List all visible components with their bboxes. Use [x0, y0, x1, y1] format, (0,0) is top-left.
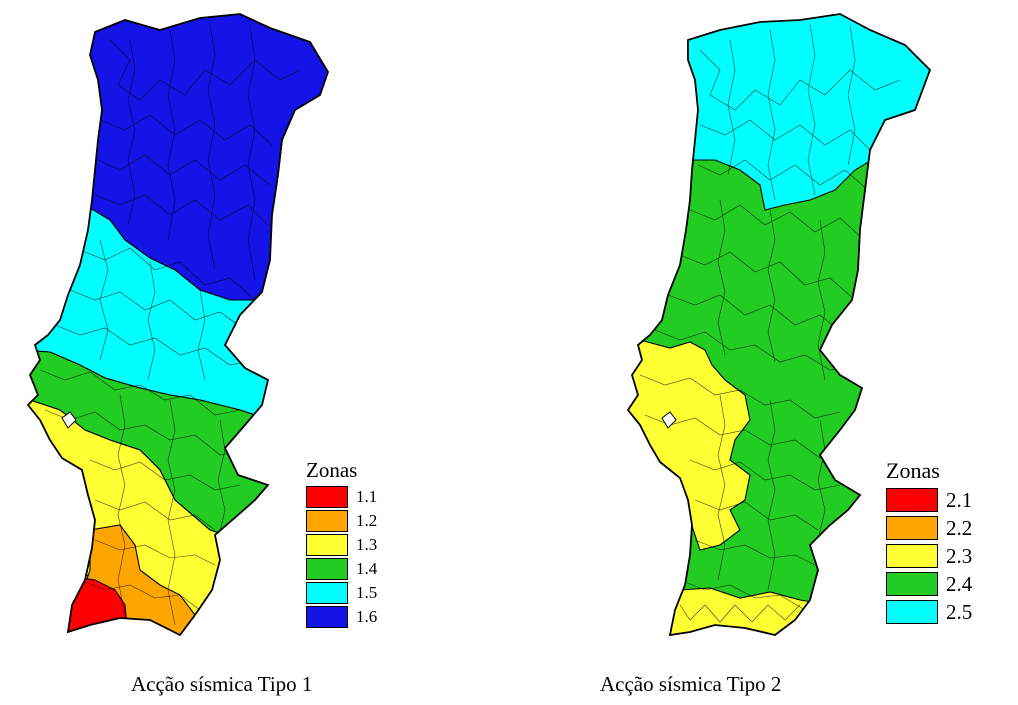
legend-label: 1.2 [356, 511, 378, 530]
legend-label: 1.6 [356, 607, 378, 626]
legend-swatch [306, 534, 348, 556]
legend-label: 1.4 [356, 559, 378, 578]
legend-item [306, 557, 377, 581]
legend-item [306, 485, 377, 509]
legend-label: 2.3 [946, 543, 973, 568]
legend-title: Zonas [886, 458, 940, 483]
legend-swatch [886, 516, 938, 540]
legend-swatch [306, 606, 348, 628]
legend-item [886, 570, 972, 598]
legend-item [306, 509, 377, 533]
legend-label: 1.5 [356, 583, 378, 602]
legend-swatch [306, 510, 348, 532]
legend-label: 2.2 [946, 515, 973, 540]
legend-swatch [886, 544, 938, 568]
legend-item [306, 605, 377, 629]
caption-type2: Acção sísmica Tipo 2 [600, 672, 782, 696]
legend-label: 1.1 [356, 487, 378, 506]
legend-item [306, 581, 377, 605]
legend-label: 1.3 [356, 535, 378, 554]
legend-swatch [306, 582, 348, 604]
legend-type1 [306, 458, 377, 629]
legend-item [886, 542, 972, 570]
legend-swatch [886, 572, 938, 596]
legend-swatch [306, 558, 348, 580]
legend-item [886, 598, 972, 626]
legend-label: 2.5 [946, 599, 973, 624]
legend-swatch [306, 486, 348, 508]
caption-type1: Acção sísmica Tipo 1 [131, 672, 313, 696]
legend-item [886, 514, 972, 542]
legend-type2 [886, 458, 972, 626]
legend-label: 2.4 [946, 571, 973, 596]
legend-item [306, 533, 377, 557]
legend-label: 2.1 [946, 487, 973, 512]
legend-item [886, 486, 972, 514]
legend-swatch [886, 488, 938, 512]
legend-swatch [886, 600, 938, 624]
legend-title: Zonas [306, 458, 358, 482]
